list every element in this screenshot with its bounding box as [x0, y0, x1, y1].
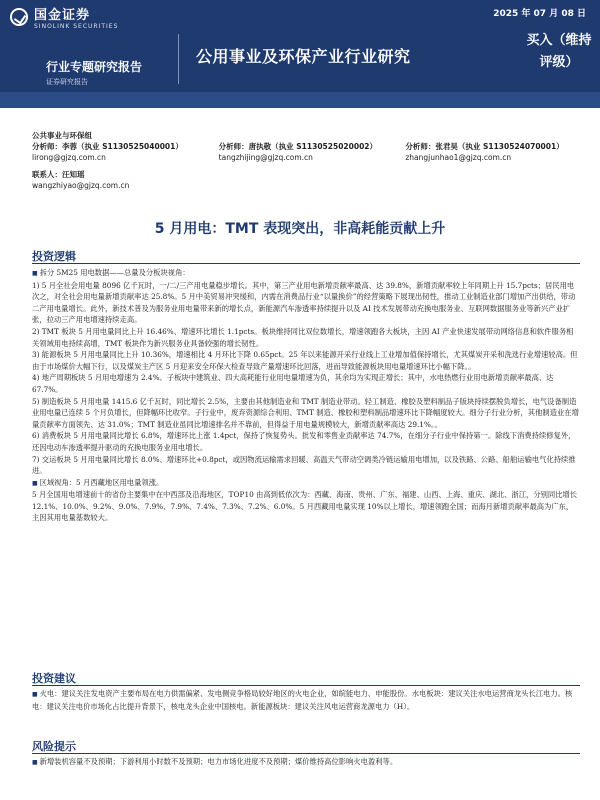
risk-body	[32, 756, 580, 769]
analyst-name: 分析师：唐执敬（执业 S1130525020002）	[218, 142, 378, 151]
report-subtype: 证券研究报告	[46, 78, 88, 86]
paragraph: 1) 5 月全社会用电量 8096 亿千瓦时，一/二/三产用电量稳步增长。其中，第三产业用电新增贡献率最高、达 39.8%，新增贡献率较上年同期上升 15.7pcts；居民用电次之，对全社会用电量新增贡献率达 25.8%。5 月中美贸易冲突缓和，内需在消费品行业“以量换价”的经营策略下展现出韧性，推动工业制造业部门增加产出供给，带动二产用电量增长。此外，新技术普及为服务业用电量带来新的增长点，新能源汽车渗透率持续提升以及 AI 技术发展带动充换电服务业、互联网数据服务业等新兴产业扩张，拉动三产用电增速持续走高。	[32, 280, 576, 325]
section-divider	[32, 753, 580, 754]
section-heading-logic: 投资逻辑	[32, 250, 76, 263]
report-header	[0, 0, 600, 108]
paragraph: 4) 地产周期板块 5 月用电增速为 2.4%。子板块中建筑业、四大高耗能行业用电量增速为负，其余均为实现正增长；其中，水电热燃行业用电新增贡献率最高、达 67.7%。	[32, 373, 554, 394]
analyst-group: 公共事业与环保组	[32, 131, 92, 140]
paragraph: ■ 火电：建议关注发电资产主要布局在电力供需偏紧、发电侧竞争格局较好地区的火电企业，如皖能电力、申能股份。水电板块：建议关注水电运营商龙头长江电力。核电：建议关注电价市场化占比提升背景下，核电龙头企业中国核电。新能源板块：建议关注风电运营商龙源电力（H）。	[32, 688, 580, 712]
report-type: 行业专题研究报告	[46, 60, 143, 74]
paragraph: ■ 区域视角：5 月西藏地区用电量领涨。	[32, 477, 580, 490]
paragraph: 5 月全国用电增速前十的省份主要集中在中西部及沿海地区，TOP10 由高到低依次为：西藏、海南、贵州、广东、福建、山西、上海、重庆、湖北、浙江，分别同比增长 12.1%、10.0%、9.2%、9.0%、7.9%、7.9%、7.4%、7.3%、7.2%、6.0%。5 月西藏用电量实现 10%以上增长，增速领跑全国；而海月新增贡献率最高为广东，主因其用电量基数较大。	[32, 490, 578, 523]
paragraph: 3) 能源板块 5 月用电量同比上升 10.36%，增速相比 4 月环比下降 0.65pct。25 年以来能源开采行业线上工业增加值保持增长，尤其煤炭开采和洗选行业增速较高。但由于市场煤价大幅下行，以及煤炭主产区 5 月迎来安全环保大检查导致产量增速环比回落，进而导致能源板块用电量增速环比小幅下降。。	[32, 350, 578, 371]
paragraph: ■ 新增装机容量不及预期；下游利用小时数不及预期；电力市场化进度不及预期；煤价维持高位影响火电盈利等。	[32, 756, 580, 769]
paragraph: 2) TMT 板块 5 月用电量同比上升 16.46%、增速环比增长 1.1pcts。板块维持同比双位数增长，增速领跑各大板块，主因 AI 产业快速发展带动网络信息和软件服务相关领域用电持续高增，TMT 板块作为新兴服务业具备较强的增长韧性。	[32, 326, 574, 348]
section-divider	[32, 263, 580, 264]
paragraph: 7) 交运板块 5 月用电量同比增长 8.0%、增速环比+0.8pct，或因物流运输需求回暖、高温天气带动空调类冷链运输用电增加，以及铁路、公路、船舶运输电气化持续推进。	[32, 454, 576, 476]
paragraph: ■ 拆分 5M25 用电数据——总量及分板块视角：	[32, 267, 580, 280]
section-heading-advice: 投资建议	[32, 672, 76, 685]
logo-cn: 国金证券	[34, 8, 91, 23]
logic-body	[32, 267, 580, 524]
logo-en: SINOLINK SECURITIES	[34, 23, 119, 30]
header-divider	[178, 34, 179, 84]
company-logo	[10, 4, 118, 30]
contact-name: 联系人：汪知瑶	[32, 170, 85, 179]
rating-badge: 买入（维持评级）	[526, 33, 592, 70]
contact-email[interactable]: wangzhiyao@gjzq.com.cn	[32, 181, 130, 190]
report-date: 2025 年 07 月 08 日	[493, 9, 586, 19]
advice-body	[32, 688, 580, 712]
analyst-block	[32, 130, 592, 191]
analyst-name: 分析师：张君昊（执业 S1130524070001）	[405, 142, 564, 151]
report-title: 5 月用电：TMT 表现突出，非高耗能贡献上升	[154, 221, 446, 237]
section-divider	[32, 685, 580, 686]
analyst-name: 分析师：李蓉（执业 S1130525040001）	[32, 142, 183, 151]
analyst-email[interactable]: tangzhijing@gjzq.com.cn	[218, 153, 313, 162]
paragraph: 6) 消费板块 5 月用电量同比增长 6.8%，增速环比上涨 1.4pct，保持了恢复势头。批发和零售业贡献率达 74.7%，在细分子行业中保持第一。除线下消费持续修复外，还因电动车渗透率提升驱动的充换电服务业用电增长。	[32, 431, 576, 452]
industry-title: 公用事业及环保产业行业研究	[196, 47, 411, 66]
paragraph: 5) 制造板块 5 月用电量 1415.6 亿千瓦时，同比增长 2.5%，主要由其他制造业和 TMT 制造业带动。轻工制造、橡胶及塑料制品子版块持续摆脱负增长，电气设备制造业用电量已连续 5 个月负增长，但降幅环比收窄。子行业中，废弃资源综合利用、TMT 制造、橡胶和塑料制品增速环比下降幅度较大。细分子行业分析，其他制造业在增量贡献率方面领先、达 31.0%；TMT 制造业虽同比增速排名并不靠前，但得益于用电量规模较大，新增贡献率高达 29.1%。。	[32, 396, 579, 429]
logo-icon	[10, 8, 28, 26]
analyst-email[interactable]: zhangjunhao1@gjzq.com.cn	[405, 153, 512, 162]
section-heading-risk: 风险提示	[32, 740, 76, 753]
analyst-email[interactable]: lirong@gjzq.com.cn	[32, 153, 106, 162]
header-strip	[0, 92, 600, 108]
